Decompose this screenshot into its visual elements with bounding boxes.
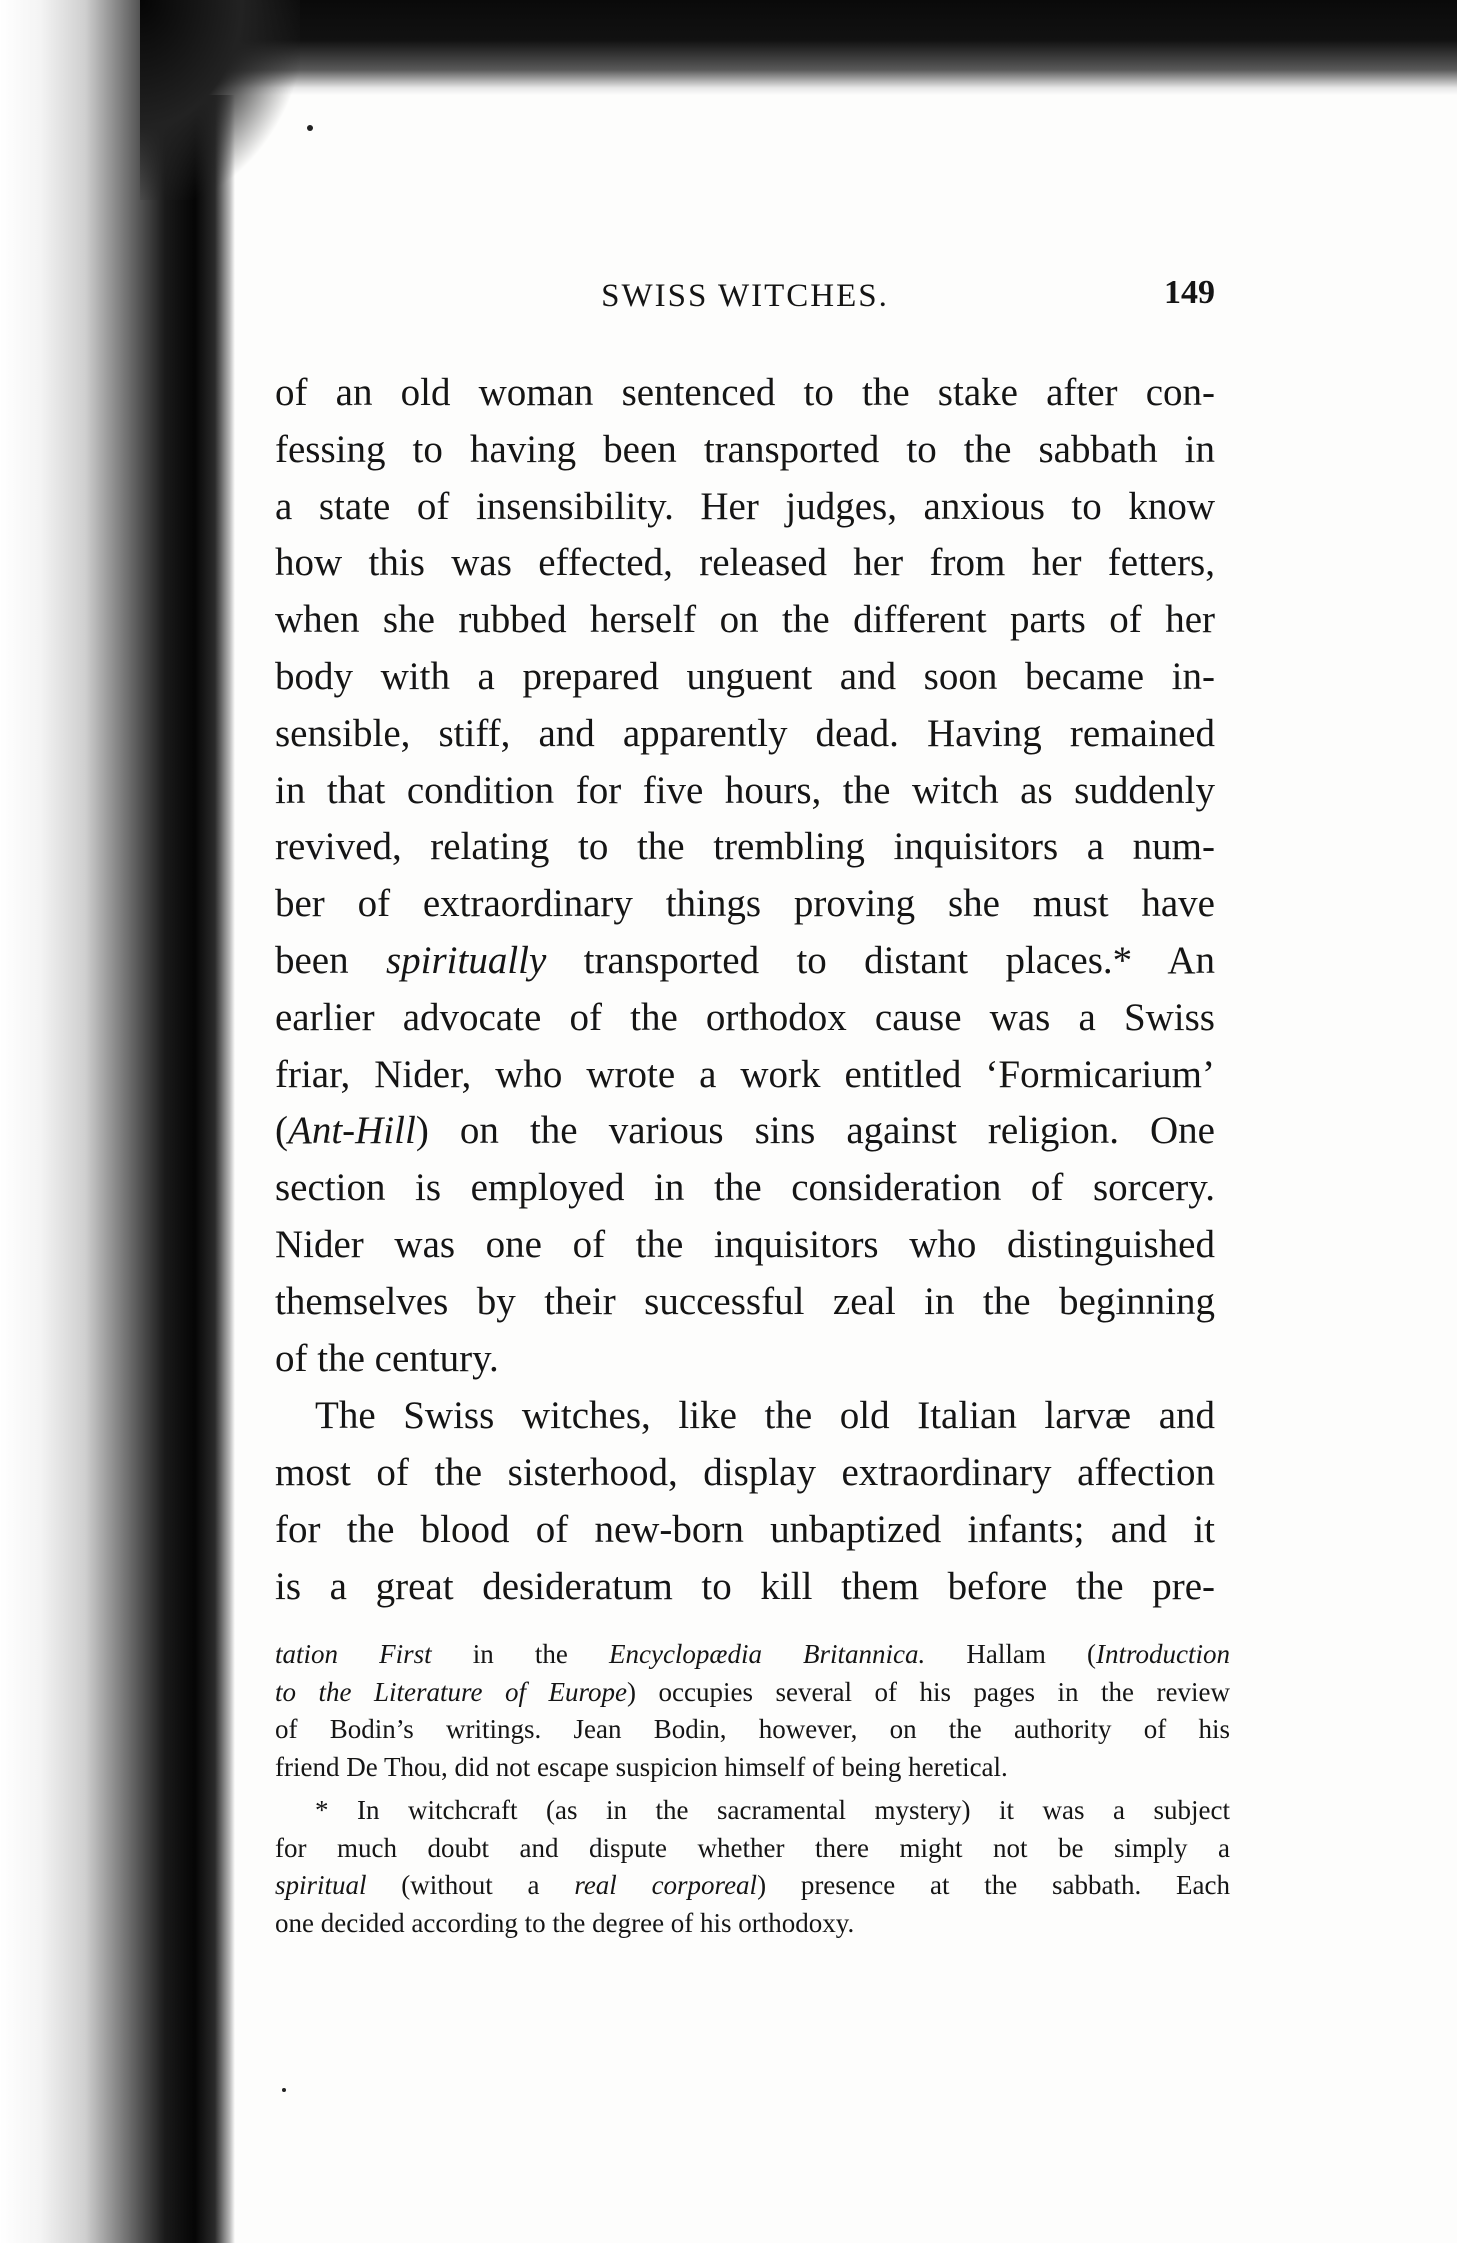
running-title: SWISS WITCHES. xyxy=(601,278,889,314)
running-head xyxy=(275,270,1215,320)
text-line: in that condition for five hours, the witch as suddenly xyxy=(275,768,1215,812)
footnote-line: friend De Thou, did not escape suspicion himself of being heretical. xyxy=(275,1751,1008,1782)
footnote-line: of Bodin’s writings. Jean Bodin, however, on the authority of his xyxy=(275,1714,1230,1744)
emphasis: spiritually xyxy=(385,938,547,982)
footnote-line: to the Literature of Europe) occupies several of his pages in the review xyxy=(275,1676,1230,1707)
text-line: The Swiss witches, like the old Italian larvæ and xyxy=(315,1394,1215,1438)
text-line: when she rubbed herself on the different parts of her xyxy=(275,598,1215,642)
text-line: Nider was one of the inquisitors who distinguished xyxy=(275,1222,1215,1266)
text-line: (Ant-Hill) on the various sins against religion. One xyxy=(275,1109,1215,1153)
top-edge-shadow xyxy=(180,0,1457,95)
page-number: 149 xyxy=(1164,274,1215,311)
text-line: is a great desideratum to kill them before the pre- xyxy=(275,1564,1215,1608)
emphasis: Ant-Hill xyxy=(288,1109,416,1153)
text-line: a state of insensibility. Her judges, anxious to know xyxy=(275,484,1215,528)
text-line: ber of extraordinary things proving she must have xyxy=(275,882,1215,926)
text-line: been spiritually transported to distant places.* An xyxy=(275,938,1215,982)
text-line: of the century. xyxy=(275,1336,499,1380)
text-line: earlier advocate of the orthodox cause was a Swiss xyxy=(275,995,1215,1039)
footnote-line: spiritual (without a real corporeal) presence at the sabbath. Each xyxy=(275,1870,1230,1900)
footnote-line: * In witchcraft (as in the sacramental mystery) it was a subject xyxy=(315,1795,1230,1825)
text-line: friar, Nider, who wrote a work entitled ‘Formicarium’ xyxy=(275,1052,1215,1096)
text-line: sensible, stiff, and apparently dead. Having remained xyxy=(275,711,1215,755)
text-line: body with a prepared unguent and soon became in- xyxy=(275,654,1215,698)
footnotes xyxy=(275,1636,1230,1942)
ink-speck xyxy=(307,125,313,131)
text-line: most of the sisterhood, display extraordinary affection xyxy=(275,1451,1215,1495)
footnote-line: tation First in the Encyclopædia Britannica. Hallam (Introduction xyxy=(275,1639,1230,1669)
text-line: how this was effected, released her from her fetters, xyxy=(275,541,1215,585)
footnote-line: one decided according to the degree of his orthodoxy. xyxy=(275,1907,855,1938)
binding-shadow xyxy=(0,0,235,2243)
body-text xyxy=(275,365,1215,1616)
text-line: for the blood of new-born unbaptized infants; and it xyxy=(275,1507,1215,1551)
text-line: section is employed in the consideration of sorcery. xyxy=(275,1166,1215,1210)
ink-speck xyxy=(282,2088,286,2092)
footnote-line: for much doubt and dispute whether there might not be simply a xyxy=(275,1832,1230,1863)
corner-shadow xyxy=(140,0,300,200)
text-line: of an old woman sentenced to the stake after con- xyxy=(275,371,1215,414)
text-line: themselves by their successful zeal in the beginning xyxy=(275,1279,1215,1323)
text-line: fessing to having been transported to the sabbath in xyxy=(275,427,1215,471)
text-line: revived, relating to the trembling inquisitors a num- xyxy=(275,825,1215,869)
